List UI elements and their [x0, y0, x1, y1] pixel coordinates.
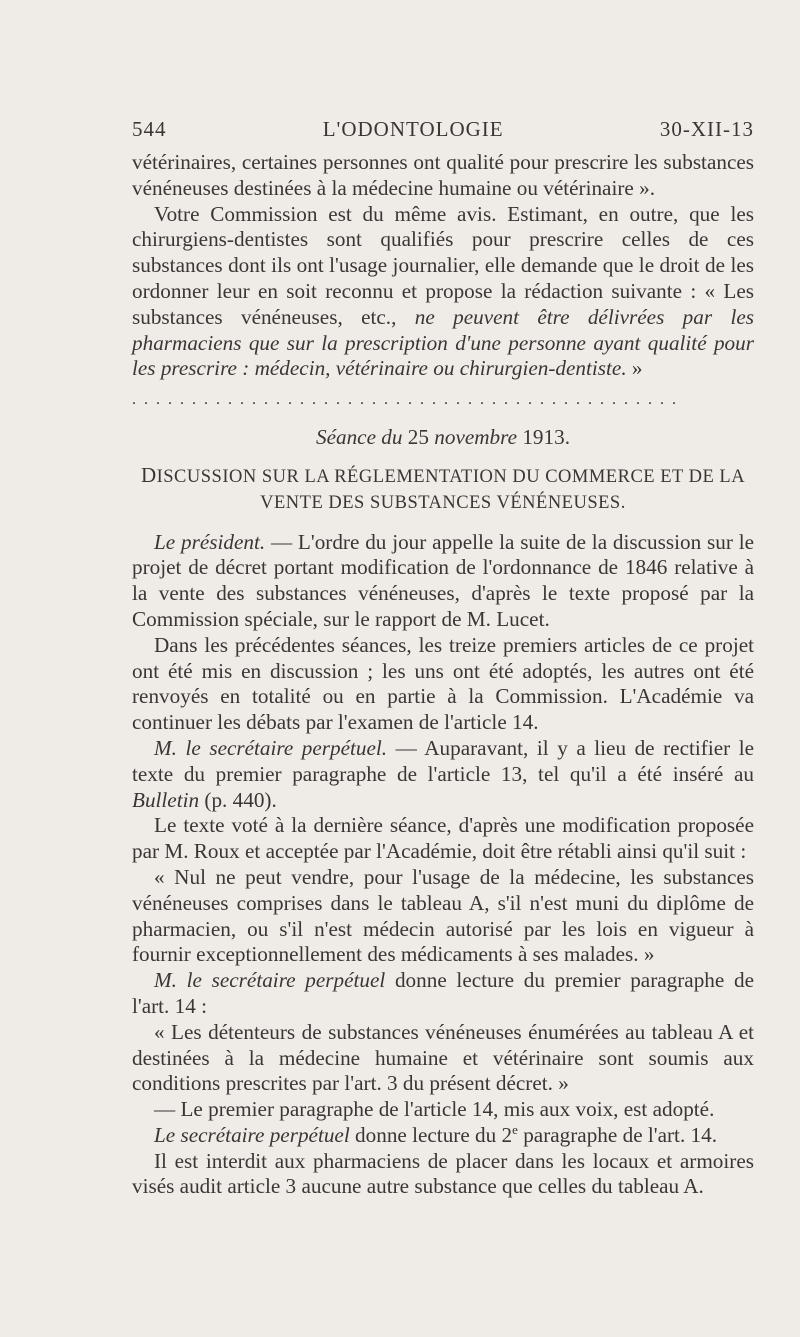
paragraph-interdiction: Il est interdit aux pharmaciens de placer dans les locaux et armoires visés audit article 3 aucune autre substance que celles du tableau A.: [132, 1148, 754, 1199]
speaker-name: Le secrétaire perpétuel: [154, 1122, 350, 1147]
speaker-name: M. le secrétaire perpétuel: [154, 968, 386, 993]
discussion-heading: DISCUSSION SUR LA RÉGLEMENTATION DU COMMERCE ET DE LA VENTE DES SUBSTANCES VÉNÉNEUSES.: [140, 462, 746, 513]
dotted-separator: . . . . . . . . . . . . . . . . . . . . . . . . . . . . . . . . . . . . . . . . . . . . . .: [132, 391, 678, 409]
paragraph-voted-text: Le texte voté à la dernière séance, d'après une modification proposée par M. Roux et acceptée par l'Académie, doit être rétabli ainsi qu'il suit :: [132, 813, 754, 864]
paragraph-secretary: M. le secrétaire perpétuel. — Auparavant, il y a lieu de rectifier le texte du premier paragraphe de l'article 13, tel qu'il a été inséré au Bulletin (p. 440).: [132, 735, 754, 812]
quoted-article-13: « Nul ne peut vendre, pour l'usage de la médecine, les substances vénéneuses comprises dans le tableau A, s'il n'est muni du diplôme de pharmacien, ou s'il n'est médecin autorisé par les lois en vigueur à fournir exceptionnellement des médicaments à ses malades. »: [132, 864, 754, 967]
italic-proposal: ne peuvent être délivrées par les pharmaciens que sur la prescription d'une personne ayant qualité pour les prescrire : médecin, vétérinaire ou chirurgien-dentiste.: [132, 304, 754, 381]
body-text: [132, 150, 754, 1200]
paragraph-reading: M. le secrétaire perpétuel donne lecture du premier paragraphe de l'art. 14 :: [132, 968, 754, 1018]
session-heading: Séance du 25 novembre 1913.: [316, 425, 570, 450]
paragraph-president: Le président. — L'ordre du jour appelle la suite de la discussion sur le projet de décret portant modification de l'ordonnance de 1846 relative à la vente des substances vénéneuses, d'après le texte proposé par la Commission spéciale, sur le rapport de M. Lucet.: [132, 529, 754, 631]
paragraph-continued: vétérinaires, certaines personnes ont qualité pour prescrire les substances vénéneuses destinées à la médecine humaine ou vétérinaire ».: [132, 150, 754, 200]
paragraph-adopted: — Le premier paragraphe de l'article 14, mis aux voix, est adopté.: [154, 1097, 715, 1122]
paragraph-previous-sessions: Dans les précédentes séances, les treize premiers articles de ce projet ont été mis en discussion ; les uns ont été adoptés, les autres ont été renvoyés en totalité ou en partie à la Commission. L'Académie va continuer les débats par l'examen de l'article 14.: [132, 632, 754, 735]
quoted-article-14: « Les détenteurs de substances vénéneuses énumérées au tableau A et destinées à la médecine humaine et vétérinaire sont soumis aux conditions prescrites par l'art. 3 du présent décret. »: [132, 1019, 754, 1096]
closing-quote: »: [626, 356, 643, 381]
paragraph-text: Votre Commission est du même avis. Estimant, en outre, que les chirurgiens-dentistes sont qualifiés pour prescrire celles de ces substances dont ils ont l'usage journalier, elle demande que le droit de les ordonner leur en soit reconnu et propose la rédaction suivante : « Les substances vénéneuses, etc.,: [132, 201, 754, 329]
journal-title: L'ODONTOLOGIE: [322, 117, 504, 141]
page-number: 544: [132, 117, 167, 141]
paragraph-commission: [132, 202, 754, 383]
speaker-name: M. le secrétaire perpétuel.: [154, 735, 388, 760]
bulletin-title: Bulletin: [132, 787, 200, 812]
running-header: [132, 117, 754, 142]
issue-date: 30-XII-13: [659, 117, 754, 141]
speaker-name: Le président.: [154, 529, 266, 554]
paragraph-second-reading: Le secrétaire perpétuel donne lecture du 2e paragraphe de l'art. 14.: [154, 1121, 718, 1147]
